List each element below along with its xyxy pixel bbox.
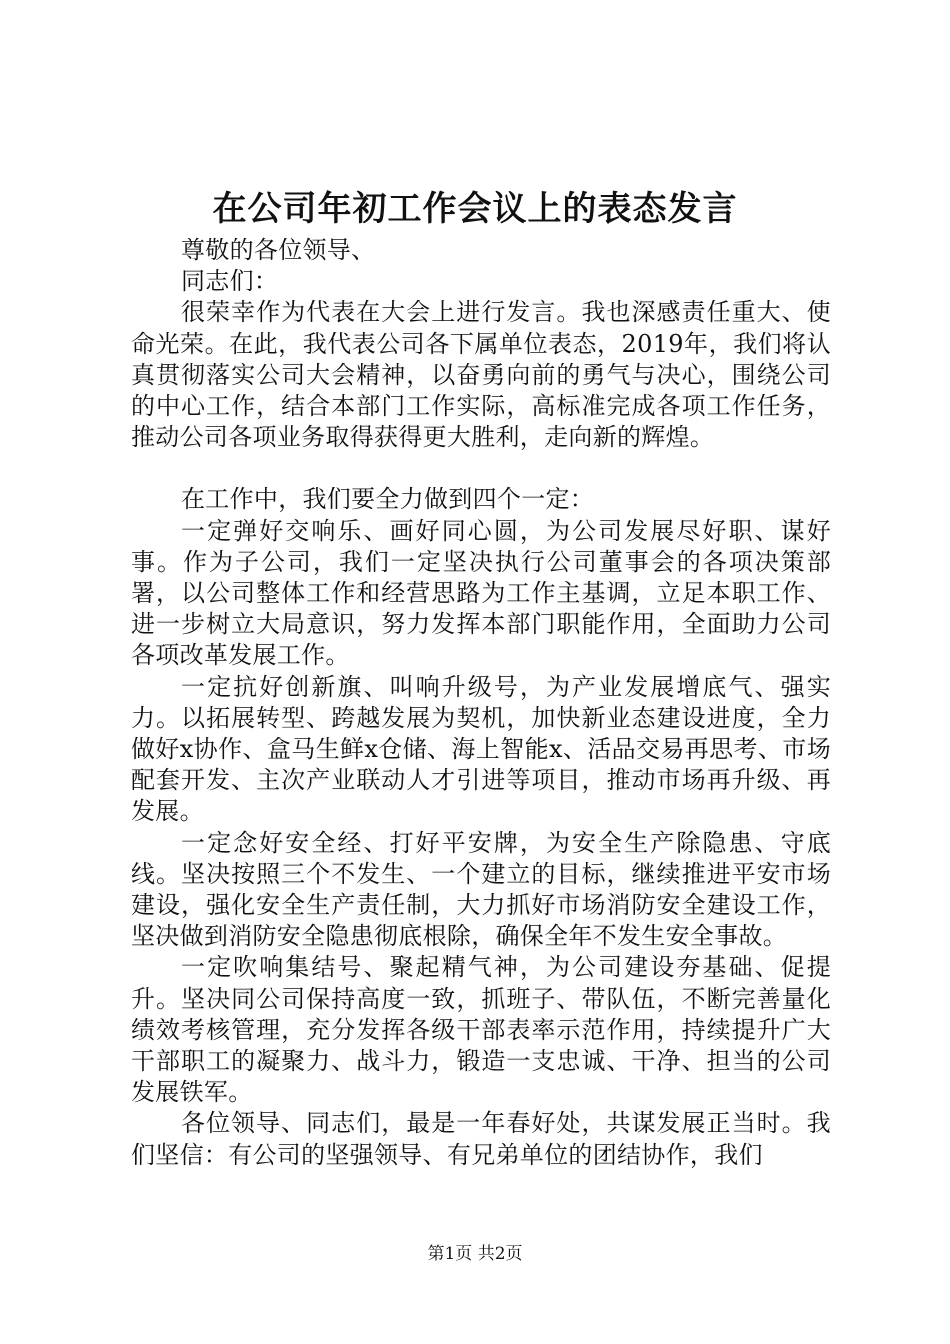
document-title: 在公司年初工作会议上的表态发言 [212,189,738,229]
body-paragraph: 各位领导、同志们，最是一年春好处，共谋发展正当时。我们坚信：有公司的坚强领导、有兄弟单位的团结协作，我们 [131,1109,831,1169]
salutation-line: 同志们： [181,267,279,296]
body-paragraph: 一定抗好创新旗、叫响升级号，为产业发展增底气、强实力。以拓展转型、跨越发展为契机，加快新业态建设进度，全力做好x协作、盒马生鲜x仓储、海上智能x、活品交易再思考、市场配套开发、主次产业联动人才引进等项目，推动市场再升级、再发展。 [131,672,831,826]
document-body [131,235,831,1171]
salutation-line: 尊敬的各位领导、 [181,236,376,264]
body-paragraph: 在工作中，我们要全力做到四个一定： [181,485,595,514]
body-paragraph: 一定念好安全经、打好平安牌，为安全生产除隐患、守底线。坚决按照三个不发生、一个建立的目标，继续推进平安市场建设，强化安全生产责任制，大力抓好市场消防安全建设工作，坚决做到消防安全隐患彻底根除，确保全年不发生安全事故。 [131,828,831,951]
page-number-footer: 第1页 共2页 [427,1244,523,1264]
body-paragraph: 一定吹响集结号、聚起精气神，为公司建设夯基础、促提升。坚决同公司保持高度一致，抓班子、带队伍，不断完善量化绩效考核管理，充分发挥各级干部表率示范作用，持续提升广大干部职工的凝聚力、战斗力，锻造一支忠诚、干净、担当的公司发展铁军。 [131,953,831,1107]
body-paragraph: 很荣幸作为代表在大会上进行发言。我也深感责任重大、使命光荣。在此，我代表公司各下属单位表态，2019年，我们将认真贯彻落实公司大会精神，以奋勇向前的勇气与决心，围绕公司的中心工作，结合本部门工作实际，高标准完成各项工作任务，推动公司各项业务取得获得更大胜利，走向新的辉煌。 [131,298,831,452]
body-paragraph: 一定弹好交响乐、画好同心圆，为公司发展尽好职、谋好事。作为子公司，我们一定坚决执行公司董事会的各项决策部署，以公司整体工作和经营思路为工作主基调，立足本职工作、进一步树立大局意识，努力发挥本部门职能作用，全面助力公司各项改革发展工作。 [131,516,831,670]
